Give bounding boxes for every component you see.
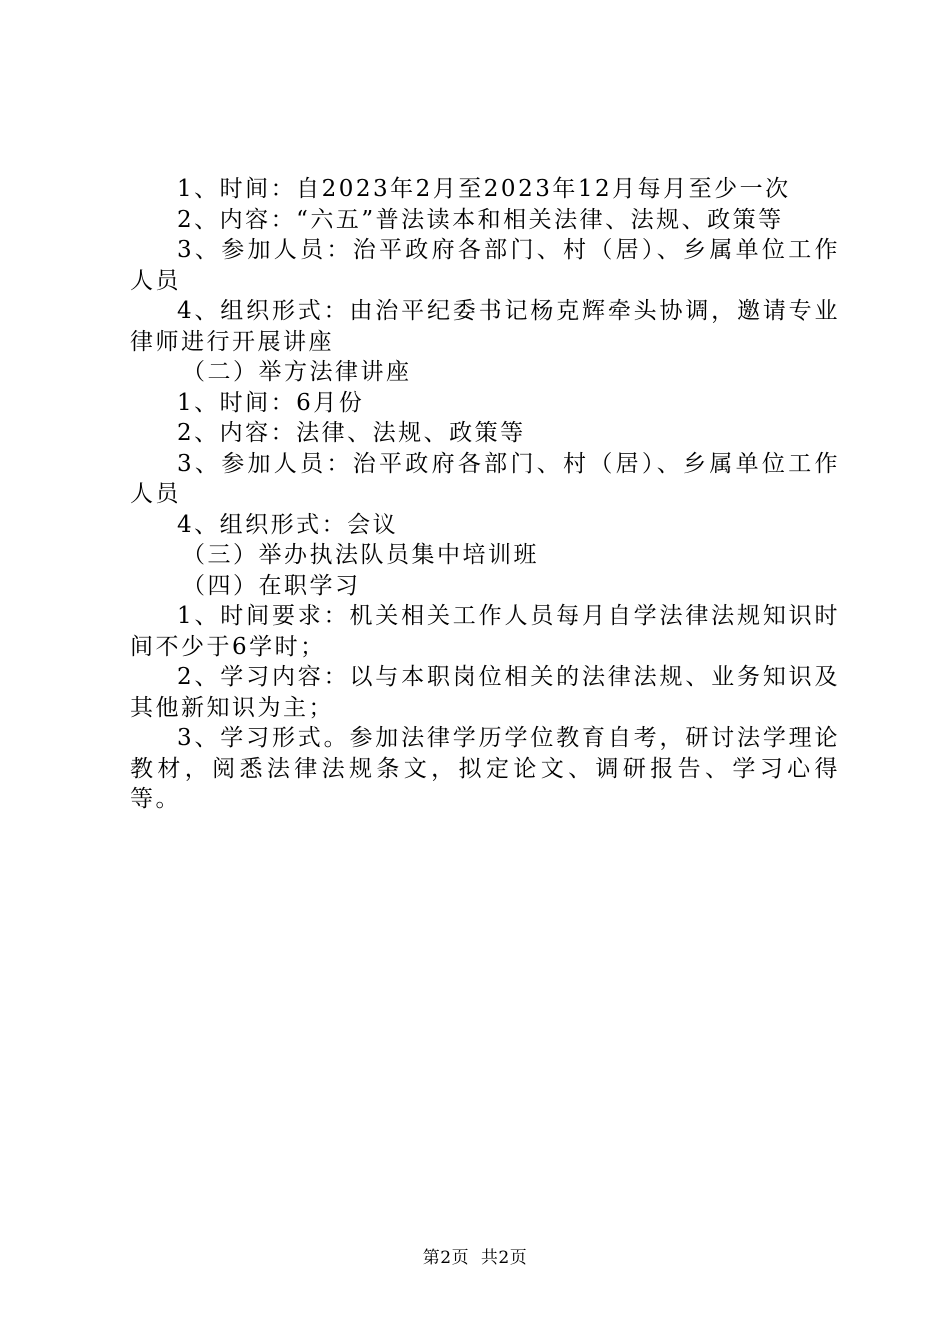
paragraph-lecture-format: 4、组织形式：会议	[177, 511, 399, 538]
paragraph-study-time: 1、时间要求：机关相关工作人员每月自学法律法规知识时间不少于6学时；	[130, 603, 840, 660]
paragraph-lecture-content: 2、内容：法律、法规、政策等	[177, 420, 526, 446]
section-heading-training: （三）举办执法队员集中培训班	[182, 542, 539, 568]
paragraph-content: 2、内容：“六五”普法读本和相关法律、法规、政策等	[177, 206, 784, 233]
paragraph-time: 1、时间：自2023年2月至2023年12月每月至少一次	[177, 176, 791, 202]
paragraph-format: 4、组织形式：由治平纪委书记杨克辉牵头协调，邀请专业律师进行开展讲座	[130, 298, 840, 355]
section-heading-lecture: （二）举方法律讲座	[182, 359, 412, 385]
page-footer	[0, 1243, 950, 1268]
paragraph-study-content: 2、学习内容：以与本职岗位相关的法律法规、业务知识及其他新知识为主；	[130, 664, 840, 721]
paragraph-lecture-participants: 3、参加人员：治平政府各部门、村（居）、乡属单位工作人员	[130, 450, 840, 507]
section-heading-study: （四）在职学习	[182, 572, 361, 599]
page-number: 第2页 共2页	[422, 1248, 528, 1268]
document-body	[130, 174, 840, 815]
paragraph-participants: 3、参加人员：治平政府各部门、村（居）、乡属单位工作人员	[130, 237, 840, 294]
paragraph-study-format: 3、学习形式。参加法律学历学位教育自考，研讨法学理论教材，阅悉法律法规条文，拟定论文、调研报告、学习心得等。	[130, 725, 840, 812]
paragraph-lecture-time: 1、时间：6月份	[177, 389, 365, 416]
